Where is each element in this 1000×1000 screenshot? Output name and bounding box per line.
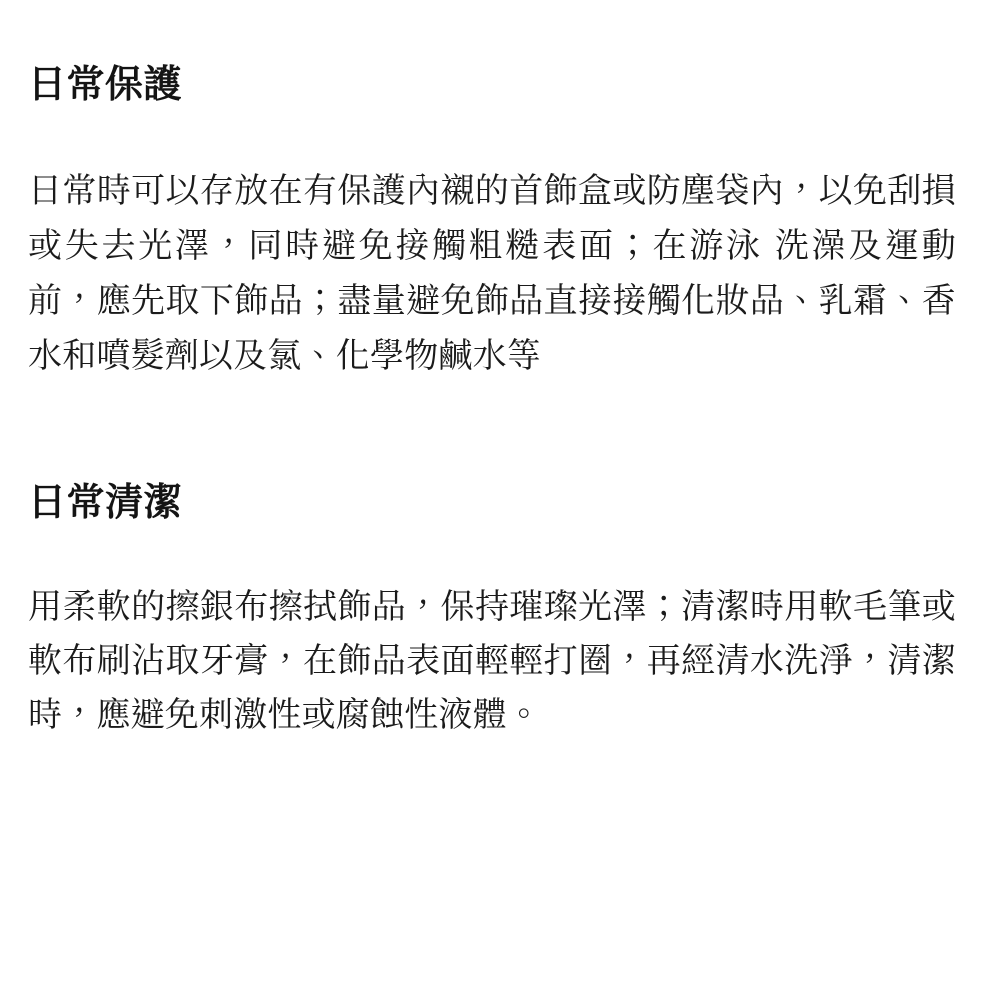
- section-body-daily-protection: 日常時可以存放在有保護內襯的首飾盒或防塵袋內，以免刮損或失去光澤，同時避免接觸粗糙表面；在游泳 洗澡及運動前，應先取下飾品；盡量避免飾品直接接觸化妝品、乳霜、香水和噴髮劑以及氯、化學物鹹水等: [28, 171, 956, 375]
- section-heading-daily-protection: 日常保護: [28, 64, 183, 106]
- section-daily-protection: [28, 62, 956, 384]
- section-daily-cleaning: [28, 480, 956, 743]
- section-body-daily-cleaning: 用柔軟的擦銀布擦拭飾品，保持璀璨光澤；清潔時用軟毛筆或軟布刷沾取牙膏，在飾品表面輕輕打圈，再經清水洗淨，清潔時，應避免刺激性或腐蝕性液體。: [28, 588, 956, 734]
- section-heading-daily-cleaning: 日常清潔: [28, 481, 183, 524]
